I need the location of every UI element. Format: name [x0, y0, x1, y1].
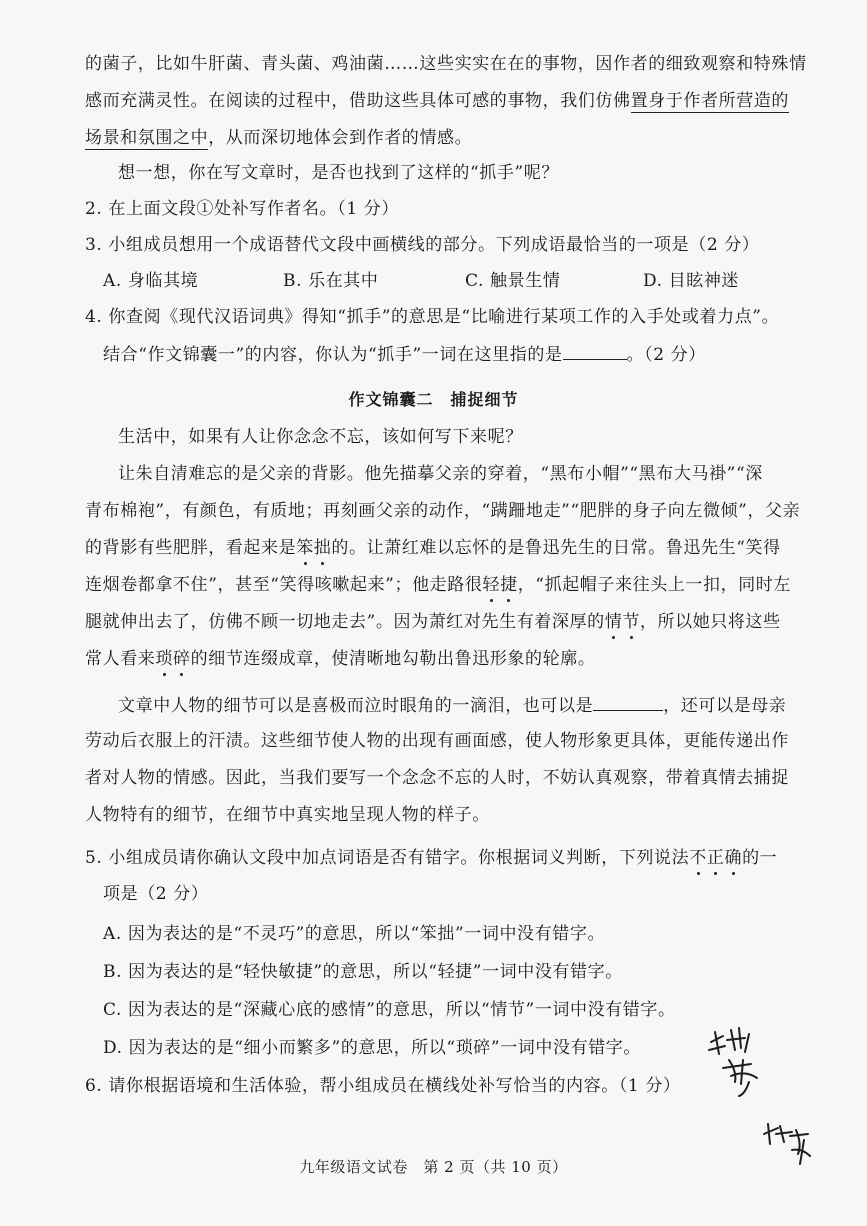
question-2: 2. 在上面文段①处补写作者名。（1 分） [85, 199, 399, 219]
passage-text: 腿就伸出去了，仿佛不顾一切地走去”。因为萧红对先生有着深厚的 [85, 612, 605, 632]
passage-text: ，还可以是母亲 [663, 696, 787, 716]
dotted-char: 碎 [173, 649, 191, 669]
section2-p2-line-2: 青布棉袍”，有颜色，有质地；再刻画父亲的动作，“蹒跚地走”“肥胖的身子向左微倾”，父亲 [85, 501, 801, 521]
dotted-char: 不 [689, 848, 707, 868]
dotted-char: 节 [622, 612, 640, 632]
passage-text: 的背影有些肥胖，看起来是 [85, 538, 297, 558]
dotted-word-suosui [155, 649, 190, 669]
dotted-char: 轻 [482, 575, 501, 595]
passage-line-3 [85, 126, 472, 150]
section2-p2-line-3 [85, 536, 781, 560]
passage-text: ，从而深切地体会到作者的情感。 [208, 128, 473, 148]
question-4-line-1: 4. 你查阅《现代汉语词典》得知“抓手”的意思是“比喻进行某项工作的入手处或着力点”。 [85, 307, 780, 327]
passage-text: 感而充满灵性。在阅读的过程中，借助这些具体可感的事物，我们仿佛 [85, 91, 631, 111]
dotted-word-benzhuo [296, 538, 331, 558]
section2-p1: 生活中，如果有人让你念念不忘，该如何写下来呢？ [118, 427, 523, 447]
passage-text: 文章中人物的细节可以是喜极而泣时眼角的一滴泪，也可以是 [118, 696, 594, 716]
q3-option-d: D. 目眩神迷 [643, 271, 740, 291]
section2-p2-line-5 [85, 610, 781, 634]
handwriting-scribble [705, 1020, 775, 1100]
q5-option-b: B. 因为表达的是“轻快敏捷”的意思，所以“轻捷”一词中没有错字。 [103, 962, 623, 982]
passage-line-1: 的菌子，比如牛肝菌、青头菌、鸡油菌……这些实实在在的事物，因作者的细致观察和特殊情 [85, 54, 807, 74]
passage-text: 的。让萧红难以忘怀的是鲁迅先生的日常。鲁迅先生“笑得 [331, 538, 781, 558]
section-heading: 作文锦囊二 捕捉细节 [348, 390, 519, 409]
passage-text: ，所以她只将这些 [639, 612, 781, 632]
dotted-char: 情 [604, 612, 623, 632]
section2-p3-line-4: 人物特有的细节，在细节中真实地呈现人物的样子。 [85, 805, 490, 825]
page-footer: 九年级语文试卷 第 2 页（共 10 页） [299, 1158, 568, 1176]
section2-p3-line-1 [118, 692, 786, 718]
section2-p2-line-1: 让朱自清难忘的是父亲的背影。他先描摹父亲的穿着，“黑布小帽”“黑布大马褂”“深 [118, 464, 763, 484]
underlined-phrase: 置身于作者所营造的 [630, 91, 790, 111]
passage-text: 连烟卷都拿不住”，甚至“笑得咳嗽起来”；他走路很 [85, 575, 483, 595]
dotted-char: 正 [706, 848, 725, 868]
q4-points: 。（2 分） [626, 345, 706, 365]
q5-option-a: A. 因为表达的是“不灵巧”的意思，所以“笨拙”一词中没有错字。 [103, 924, 606, 944]
q5-text: 5. 小组成员请你确认文段中加点词语是否有错字。你根据词义判断，下列说法 [85, 848, 690, 868]
answer-blank [563, 341, 627, 360]
section2-p3-line-3: 者对人物的情感。因此，当我们要写一个念念不忘的人时，不妨认真观察，带着真情去捕捉 [85, 768, 789, 788]
passage-text: 常人看来 [85, 649, 156, 669]
underlined-phrase: 场景和氛围之中 [85, 128, 209, 148]
question-6: 6. 请你根据语境和生活体验，帮小组成员在横线处补写恰当的内容。（1 分） [85, 1076, 681, 1096]
q3-option-b: B. 乐在其中 [283, 271, 379, 291]
question-3: 3. 小组成员想用一个成语替代文段中画横线的部分。下列成语最恰当的一项是（2 分） [85, 235, 760, 255]
passage-line-2 [85, 89, 789, 113]
dotted-char: 琐 [155, 649, 174, 669]
section2-p2-line-4 [85, 573, 791, 597]
q4-text: 结合“作文锦囊一”的内容，你认为“抓手”一词在这里指的是 [103, 345, 563, 365]
q5-option-d: D. 因为表达的是“细小而繁多”的意思，所以“琐碎”一词中没有错字。 [103, 1038, 641, 1058]
passage-text: 的细节连缀成章，使清晰地勾勒出鲁迅形象的轮廓。 [190, 649, 596, 669]
dotted-word-buzhengque [689, 848, 742, 868]
question-4-line-2 [103, 341, 706, 367]
answer-blank [593, 692, 663, 711]
dotted-char: 确 [724, 848, 743, 868]
passage-line-4: 想一想，你在写文章时，是否也找到了这样的“抓手”呢？ [118, 163, 559, 183]
dotted-char: 拙 [313, 538, 332, 558]
q5-text: 的一 [742, 848, 778, 868]
question-5-line-1 [85, 846, 777, 870]
dotted-word-qingjie2 [605, 612, 640, 632]
passage-text: ，“抓起帽子来往头上一扣，同时左 [517, 575, 791, 595]
dotted-word-qingjie [482, 575, 517, 595]
section2-p3-line-2: 劳动后衣服上的汗渍。这些细节使人物的出现有画面感，使人物形象更具体，更能传递出作 [85, 731, 789, 751]
question-5-line-2: 项是（2 分） [103, 884, 209, 904]
section2-p2-line-6 [85, 647, 595, 671]
q3-option-c: C. 触景生情 [465, 271, 561, 291]
dotted-char: 笨 [296, 538, 314, 558]
q5-option-c: C. 因为表达的是“深藏心底的感情”的意思，所以“情节”一词中没有错字。 [103, 1000, 676, 1020]
dotted-char: 捷 [500, 575, 518, 595]
q3-option-a: A. 身临其境 [103, 271, 199, 291]
